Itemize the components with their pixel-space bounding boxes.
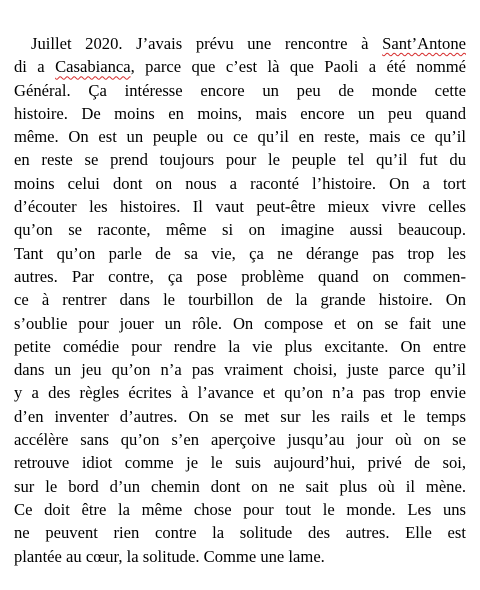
text-line	[14, 335, 466, 358]
text-line	[14, 79, 466, 102]
text-line	[14, 195, 466, 218]
text-line	[14, 312, 466, 335]
line-text: retrouve idiot comme je le suis aujourd’hui, privé de soi,	[14, 453, 466, 473]
text-line	[14, 102, 466, 125]
line-text: s’oublie pour jouer un rôle. On compose et on se fait une	[14, 313, 466, 333]
text-line	[14, 405, 466, 428]
text-line	[14, 265, 466, 288]
line-text: même. On est un peuple ou ce qu’il en reste, mais ce qu’il	[14, 127, 466, 147]
text-line	[14, 451, 466, 474]
line-text: ne peuvent rien contre la solitude des autres. Elle est	[14, 523, 466, 543]
text-line	[14, 498, 466, 521]
text-line	[14, 358, 466, 381]
line-text: dans un jeu qu’on n’a pas vraiment choisi, juste parce qu’il	[14, 360, 466, 380]
line-text: Ce doit être la même chose pour tout le monde. Les uns	[14, 499, 466, 519]
text-line	[14, 55, 466, 78]
line-text: Général. Ça intéresse encore un peu de monde cette	[14, 80, 466, 100]
line-text: Juillet 2020. J’avais prévu une rencontre à	[31, 34, 383, 53]
line-text: histoire. De moins en moins, mais encore un peu quand	[14, 103, 466, 123]
spellcheck-flagged-word[interactable]: Sant’Antone	[382, 34, 466, 53]
text-line	[14, 545, 466, 568]
text-line	[14, 32, 466, 55]
line-text: en reste se prend toujours pour le peuple tel qu’il fut du	[14, 150, 466, 170]
text-line	[14, 218, 466, 241]
text-line	[14, 428, 466, 451]
text-line	[14, 521, 466, 544]
line-text: di a	[14, 57, 56, 77]
line-text: Tant qu’on parle de sa vie, ça ne dérange pas trop les	[14, 243, 466, 263]
body-paragraph	[14, 32, 466, 568]
text-line	[14, 242, 466, 265]
text-line	[14, 148, 466, 171]
line-text: plantée au cœur, la solitude. Comme une lame.	[14, 546, 325, 566]
line-text: ce à rentrer dans le tourbillon de la grande histoire. On	[14, 290, 466, 310]
line-text: accélère sans qu’on s’en aperçoive jusqu’au jour où on se	[14, 430, 466, 450]
text-line	[14, 125, 466, 148]
line-text: d’en inventer d’autres. On se met sur les rails et le temps	[14, 406, 466, 426]
text-line	[14, 288, 466, 311]
text-line	[14, 475, 466, 498]
line-text: y a des règles écrites à l’avance et qu’on n’a pas trop envie	[14, 383, 466, 403]
spellcheck-flagged-word[interactable]: Casabianca	[55, 57, 131, 77]
line-text: petite comédie pour rendre la vie plus excitante. On entre	[14, 336, 466, 356]
text-line	[14, 381, 466, 404]
line-text: autres. Par contre, ça pose problème quand on commen-	[14, 266, 466, 286]
line-text-rest: , parce que c’est là que Paoli a été nommé	[130, 57, 466, 77]
text-line	[14, 172, 466, 195]
line-text: moins celui dont on nous a raconté l’histoire. On a tort	[14, 173, 466, 193]
line-text: qu’on se raconte, même si on imagine aussi beaucoup.	[14, 220, 466, 240]
line-text: sur le bord d’un chemin dont on ne sait plus où il mène.	[14, 476, 466, 496]
line-text: d’écouter les histoires. Il vaut peut-être mieux vivre celles	[14, 197, 466, 217]
